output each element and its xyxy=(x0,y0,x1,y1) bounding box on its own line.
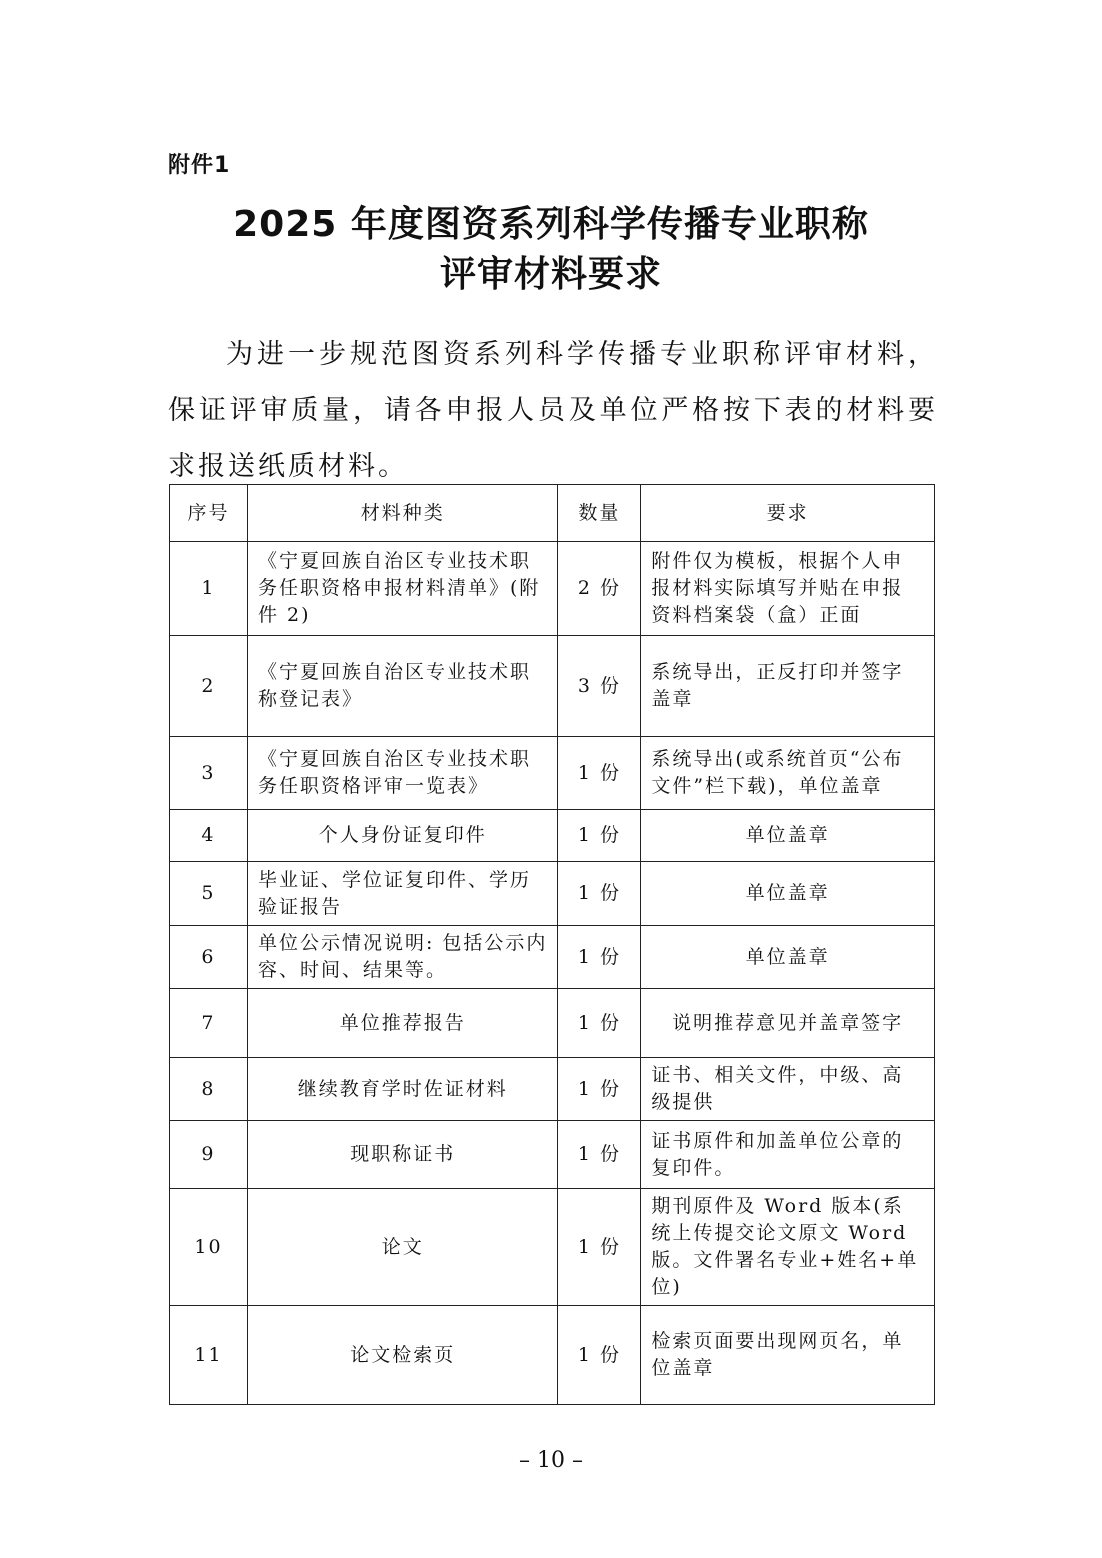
row-quantity: 1 份 xyxy=(558,1058,641,1121)
row-requirement: 证书、相关文件，中级、高级提供 xyxy=(641,1058,935,1121)
row-material-type: 《宁夏回族自治区专业技术职务任职资格申报材料清单》(附件 2) xyxy=(247,542,558,636)
row-number: 7 xyxy=(170,989,248,1058)
header-requirement: 要求 xyxy=(641,485,935,542)
table-row xyxy=(170,737,935,810)
table-row xyxy=(170,989,935,1058)
row-number: 9 xyxy=(170,1121,248,1189)
header-material-type: 材料种类 xyxy=(247,485,558,542)
row-quantity: 1 份 xyxy=(558,1121,641,1189)
row-requirement: 系统导出(或系统首页“公布文件”栏下载)，单位盖章 xyxy=(641,737,935,810)
row-requirement: 单位盖章 xyxy=(641,862,935,926)
document-title-line-1: 2025 年度图资系列科学传播专业职称 xyxy=(233,204,869,245)
row-number: 3 xyxy=(170,737,248,810)
row-material-type: 《宁夏回族自治区专业技术职称登记表》 xyxy=(247,636,558,737)
row-material-type: 论文检索页 xyxy=(247,1306,558,1405)
row-number: 6 xyxy=(170,926,248,989)
row-requirement: 附件仅为模板，根据个人申报材料实际填写并贴在申报资料档案袋（盒）正面 xyxy=(641,542,935,636)
row-requirement: 单位盖章 xyxy=(641,810,935,862)
header-number: 序号 xyxy=(170,485,248,542)
table-row xyxy=(170,1189,935,1306)
row-requirement: 系统导出，正反打印并签字盖章 xyxy=(641,636,935,737)
row-quantity: 1 份 xyxy=(558,810,641,862)
attachment-label: 附件1 xyxy=(168,153,231,178)
row-material-type: 《宁夏回族自治区专业技术职务任职资格评审一览表》 xyxy=(247,737,558,810)
requirements-table xyxy=(169,484,935,1405)
row-material-type: 单位推荐报告 xyxy=(247,989,558,1058)
row-number: 10 xyxy=(170,1189,248,1306)
table-header-row xyxy=(170,485,935,542)
table-row xyxy=(170,1058,935,1121)
row-quantity: 2 份 xyxy=(558,542,641,636)
row-quantity: 1 份 xyxy=(558,1189,641,1306)
row-quantity: 1 份 xyxy=(558,1306,641,1405)
row-material-type: 单位公示情况说明: 包括公示内容、时间、结果等。 xyxy=(247,926,558,989)
row-quantity: 1 份 xyxy=(558,862,641,926)
document-title-line-2: 评审材料要求 xyxy=(439,254,662,295)
row-requirement: 说明推荐意见并盖章签字 xyxy=(641,989,935,1058)
table-row xyxy=(170,1121,935,1189)
row-quantity: 3 份 xyxy=(558,636,641,737)
table-row xyxy=(170,862,935,926)
row-quantity: 1 份 xyxy=(558,989,641,1058)
row-number: 2 xyxy=(170,636,248,737)
row-requirement: 单位盖章 xyxy=(641,926,935,989)
intro-paragraph: 为进一步规范图资系列科学传播专业职称评审材料，保证评审质量，请各申报人员及单位严格按下表的材料要求报送纸质材料。 xyxy=(168,339,938,482)
row-material-type: 论文 xyxy=(247,1189,558,1306)
header-quantity: 数量 xyxy=(558,485,641,542)
row-requirement: 期刊原件及 Word 版本(系统上传提交论文原文 Word 版。文件署名专业+姓名+单位) xyxy=(641,1189,935,1306)
row-number: 5 xyxy=(170,862,248,926)
row-material-type: 现职称证书 xyxy=(247,1121,558,1189)
row-requirement: 检索页面要出现网页名，单位盖章 xyxy=(641,1306,935,1405)
table-row xyxy=(170,542,935,636)
table-row xyxy=(170,1306,935,1405)
table-row xyxy=(170,926,935,989)
row-number: 4 xyxy=(170,810,248,862)
row-number: 8 xyxy=(170,1058,248,1121)
row-quantity: 1 份 xyxy=(558,737,641,810)
row-quantity: 1 份 xyxy=(558,926,641,989)
row-material-type: 毕业证、学位证复印件、学历验证报告 xyxy=(247,862,558,926)
page-number: – 10 – xyxy=(519,1448,583,1473)
table-row xyxy=(170,810,935,862)
row-material-type: 继续教育学时佐证材料 xyxy=(247,1058,558,1121)
table-row xyxy=(170,636,935,737)
row-material-type: 个人身份证复印件 xyxy=(247,810,558,862)
row-requirement: 证书原件和加盖单位公章的复印件。 xyxy=(641,1121,935,1189)
row-number: 11 xyxy=(170,1306,248,1405)
row-number: 1 xyxy=(170,542,248,636)
